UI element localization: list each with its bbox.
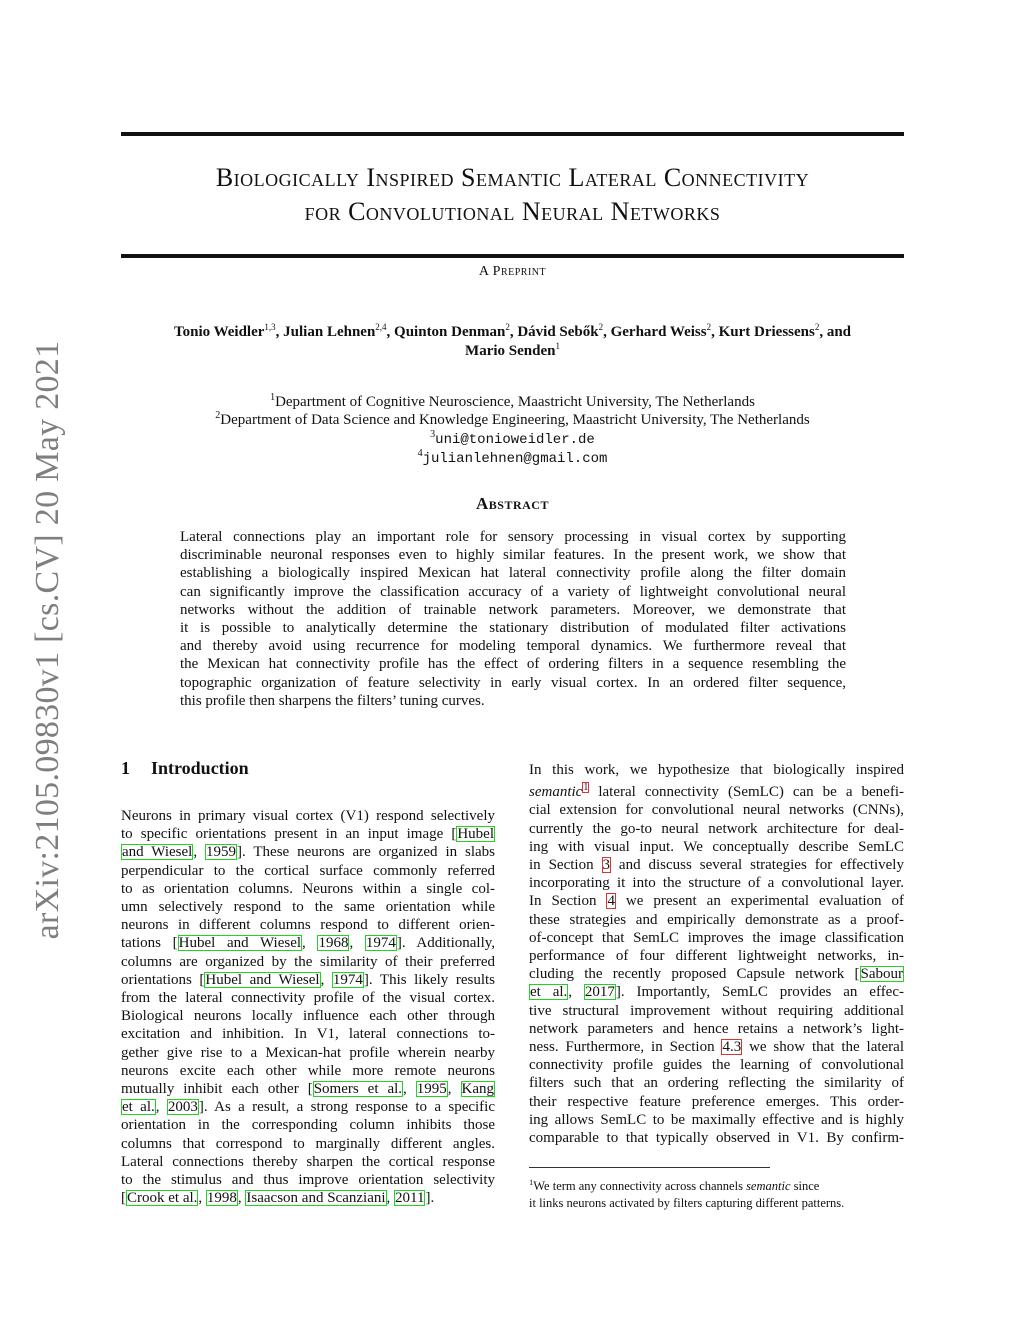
citation-link[interactable]: Hubel and Wiesel: [205, 971, 320, 988]
section-reference-link[interactable]: 4.3: [722, 1039, 742, 1056]
author-name: Kurt Driessens: [718, 324, 815, 340]
right-column-text: [529, 761, 904, 1147]
text-line: ness. Furthermore, in Section 4.3 we show that the lateral: [529, 1039, 904, 1056]
author-affiliation-mark: 2: [598, 322, 604, 332]
author-name: Gerhard Weiss: [610, 324, 707, 340]
footnote-link[interactable]: 1: [583, 782, 589, 794]
text-line: columns are organized by the similarity of their preferred: [121, 953, 495, 970]
text-line: cial extension for convolutional neural networks (CNNs),: [529, 802, 904, 819]
footnote: [529, 1174, 904, 1211]
text-line: comparable to that typically observed in V1. By confirm-: [529, 1130, 904, 1147]
section-reference-link[interactable]: 3: [602, 857, 610, 874]
text-line: in Section 3 and discuss several strategies for effectively: [529, 857, 904, 874]
section-title: Introduction: [151, 758, 249, 778]
text-line: incorporating it into the structure of a convolutional layer.: [529, 875, 904, 892]
text-line: Neurons in primary visual cortex (V1) respond selectively: [121, 808, 495, 824]
text-line: currently the go-to neural network architecture for deal-: [529, 820, 904, 837]
citation-link[interactable]: et al.: [122, 1099, 155, 1116]
author-name: Tonio Weidler: [173, 324, 265, 340]
citation-link[interactable]: Sabour: [860, 966, 903, 983]
text-line: from the lateral connectivity profile of the visual cortex.: [121, 990, 495, 1007]
author-name: Dávid Sebők: [517, 324, 599, 340]
text-line: ing with visual input. We conceptually describe SemLC: [529, 838, 904, 855]
author-affiliation-mark: 2: [814, 322, 820, 332]
text-line: Biological neurons locally influence each other through: [121, 1008, 495, 1025]
text-line: filters such that an ordering reflecting the similarity of: [529, 1075, 904, 1092]
citation-link[interactable]: et al.: [530, 984, 568, 1001]
citation-link[interactable]: Hubel: [457, 826, 494, 843]
author-name: Julian Lehnen: [283, 324, 376, 340]
text-line: ing allows SemLC to be maximally effective and is highly: [529, 1111, 904, 1128]
text-line: performance of four different lightweight networks, in-: [529, 948, 904, 965]
text-line: orientations [Hubel and Wiesel, 1974]. This likely results: [121, 971, 496, 988]
paper-title-line-2: for Convolutional Neural Networks: [304, 197, 721, 226]
abstract-line: topographic organization of feature selectivity in early visual cortex. In an ordered filter sequence,: [180, 674, 846, 691]
text-line: semantic$^1$ lateral connectivity (SemLC) can be a benefi-: [529, 782, 904, 801]
text-line: [Crook et al., 1998, Isaacson and Scanziani, 2011].: [121, 1190, 435, 1207]
text-line: to as orientation columns. Neurons within a single col-: [121, 880, 495, 897]
affiliation-2: $^2$Department of Data Science and Knowledge Engineering, Maastricht University, The Netherlands: [215, 410, 810, 428]
left-column-text: [121, 807, 495, 1207]
text-line: to the stimulus and thus improve orientation selectivity: [121, 1172, 495, 1189]
text-line: gether give rise to a Mexican-hat profile wherein nearby: [121, 1044, 495, 1061]
text-line: neurons excite each other while more remote neurons: [121, 1062, 495, 1079]
text-line: et al., 2003]. As a result, a strong response to a specific: [122, 1099, 496, 1116]
text-line: connectivity profile guides the learning of convolutional: [529, 1057, 904, 1074]
citation-link[interactable]: 1968: [318, 935, 349, 952]
text-line: perpendicular to the cortical surface commonly referred: [121, 862, 495, 879]
author-email-2: $^4$julianlehnen@gmail.com: [417, 448, 608, 467]
author-list-line-1: Tonio Weidler$^{1,3}$, Julian Lehnen$^{2,4}$, Quinton Denman$^2$, Dávid Sebők$^2$, Gerhard Weiss$^2$, Kurt Driessens$^2$, and: [173, 322, 852, 340]
text-line: cluding the recently proposed Capsule network [Sabour: [529, 966, 903, 983]
text-line: mutually inhibit each other [Somers et al., 1995, Kang: [121, 1081, 495, 1098]
author-name: Quinton Denman: [394, 324, 506, 340]
text-line: neurons in different columns respond to different orien-: [121, 917, 495, 934]
author-affiliation-mark: 1: [555, 341, 560, 351]
text-line: and Wiesel, 1959]. These neurons are organized in slabs: [122, 844, 496, 861]
preprint-label: A Preprint: [478, 264, 547, 279]
footnote-line: it links neurons activated by filters capturing different patterns.: [529, 1195, 845, 1210]
citation-link[interactable]: Isaacson and Scanziani: [246, 1190, 386, 1207]
abstract-line: networks without the addition of trainable network parameters. Moreover, we demonstrate that: [180, 601, 846, 618]
title-rule-top: [121, 132, 904, 136]
abstract-line: this profile then sharpens the filters’ tuning curves.: [180, 692, 485, 709]
abstract-line: the Mexican hat connectivity profile has the effect of ordering filters in a sequence resembling the: [180, 656, 846, 673]
section-heading-introduction: [121, 758, 249, 779]
citation-link[interactable]: Somers et al.: [313, 1081, 403, 1098]
text-line: network parameters and hence retains a network’s light-: [529, 1020, 904, 1037]
footnote-mark: 1: [529, 1177, 534, 1187]
author-list-line-2: [121, 337, 904, 361]
citation-link[interactable]: Kang: [461, 1081, 495, 1098]
text-line: orientation in the corresponding column inhibits those: [121, 1117, 495, 1134]
text-line: umn selectively respond to the same orientation while: [121, 899, 495, 916]
abstract-line: and thereby avoid using recurrence for modeling temporal dynamics. We furthermore reveal that: [180, 638, 846, 655]
text-line: tations [Hubel and Wiesel, 1968, 1974]. Additionally,: [121, 935, 496, 952]
text-line: of-concept that SemLC improves the image classification: [529, 929, 904, 946]
text-line: their respective feature preference emerges. This order-: [529, 1093, 904, 1110]
abstract-body: [180, 528, 846, 710]
citation-link[interactable]: 2017: [584, 984, 615, 1001]
citation-link[interactable]: 1995: [416, 1081, 447, 1098]
section-number: 1: [121, 758, 130, 778]
abstract-line: Lateral connections play an important role for sensory processing in visual cortex by supporting: [180, 529, 846, 545]
abstract-line: it is possible to analytically determine the stationary distribution of modulated filter activations: [180, 620, 846, 637]
text-line: In Section 4 we present an experimental evaluation of: [529, 893, 904, 910]
footnote-line: $^1$We term any connectivity across channels semantic since: [529, 1177, 820, 1193]
abstract-line: establishing a biologically inspired Mexican hat lateral connectivity profile along the filter domain: [180, 565, 846, 582]
citation-link[interactable]: and Wiesel: [122, 844, 193, 861]
abstract-line: discriminable neuronal responses even to highly similar features. In the present work, we show that: [180, 547, 846, 564]
citation-link[interactable]: Crook et al.: [127, 1190, 198, 1207]
author-affiliation-mark: 2: [505, 322, 510, 332]
author-affiliation-mark: 2,4: [375, 322, 387, 332]
title-rule-bottom: [121, 254, 904, 258]
footnote-rule: [529, 1167, 770, 1168]
text-line: these strategies and empirically demonstrate as a proof-: [529, 911, 904, 928]
citation-link[interactable]: 2011: [395, 1190, 425, 1207]
citation-link[interactable]: 1959: [206, 844, 236, 861]
text-line: to specific orientations present in an input image [Hubel: [121, 826, 494, 843]
section-reference-link[interactable]: 4: [607, 893, 615, 910]
citation-link[interactable]: 2003: [167, 1099, 198, 1116]
author-email-1: $^3$uni@tonioweidler.de: [430, 429, 595, 448]
affiliation-1: $^1$Department of Cognitive Neuroscience, Maastricht University, The Netherlands: [270, 392, 755, 410]
citation-link[interactable]: 1998: [206, 1190, 237, 1207]
citation-link[interactable]: 1974: [365, 935, 396, 952]
citation-link[interactable]: Hubel and Wiesel: [178, 935, 302, 952]
text-line: et al., 2017]. Importantly, SemLC provides an effec-: [530, 984, 904, 1001]
text-line: excitation and inhibition. In V1, lateral connections to-: [121, 1026, 495, 1043]
abstract-heading: Abstract: [476, 494, 549, 513]
abstract-line: can significantly improve the classification accuracy of a variety of lightweight convolutional neural: [180, 583, 846, 600]
citation-link[interactable]: 1974: [332, 971, 363, 988]
text-line: tive structural improvement without requiring additional: [529, 1002, 904, 1019]
text-line: In this work, we hypothesize that biologically inspired: [529, 762, 904, 778]
paper-title-line-1: Biologically Inspired Semantic Lateral Connectivity: [215, 163, 810, 192]
author-name: Mario Senden: [465, 343, 556, 359]
text-line: columns that correspond to marginally different angles.: [121, 1135, 495, 1152]
author-affiliation-mark: 2: [706, 322, 712, 332]
author-affiliation-mark: 1,3: [264, 322, 276, 332]
text-line: Lateral connections thereby sharpen the cortical response: [121, 1153, 495, 1170]
arxiv-identifier-stamp: arXiv:2105.09830v1 [cs.CV] 20 May 2021: [29, 340, 66, 940]
